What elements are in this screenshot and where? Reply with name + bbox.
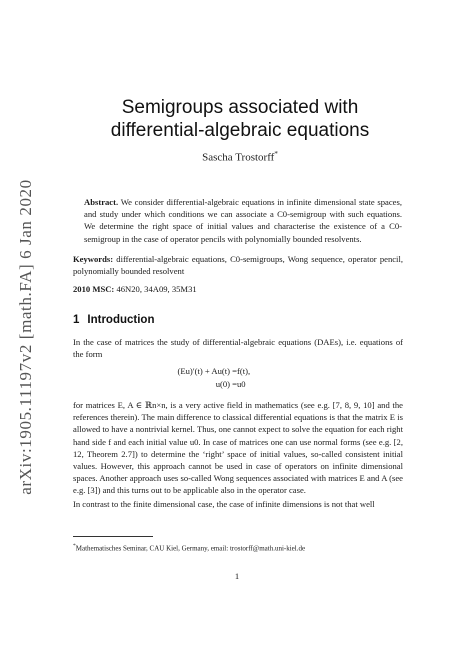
section-title: Introduction [87,314,155,326]
page-number: 1 [234,571,240,581]
footnote-text: Mathematisches Seminar, CAU Kiel, Germany, email: trostorff@math.uni-kiel.de [75,544,306,553]
footnote [73,542,403,553]
title-line-1: Semigroups associated with [121,97,359,118]
title-line-2: differential-algebraic equations [110,120,370,141]
author-line [70,150,410,164]
equation-1-rhs: f(t), [237,366,251,376]
equation-2-lhs: u(0) = [215,378,237,389]
abstract [84,196,402,245]
dae-equation-system [0,365,474,390]
arxiv-identifier [12,172,40,502]
paper-title [70,96,410,142]
author-name: Sascha Trostorff [202,151,275,164]
intro-paragraph: In the case of matrices the study of differential-algebraic equations (DAEs), i.e. equations of the form [73,337,403,360]
keywords [73,253,403,277]
arxiv-identifier-text: arXiv:1905.11197v2 [math.FA] 6 Jan 2020 [16,179,36,495]
footnote-mark: * [73,543,76,549]
body-paragraph-1: for matrices E, A ∈ ℝn×n, is a very active field in mathematics (see e.g. [7, 8, 9, 10] and the references therein). The main difference to classical differential equations is that the matrix E is allowed to have a nontrivial kernel. Thus, one cannot expect to solve the equation for each right hand side f and each initial value u0. In case of matrices one can use normal forms (see e.g. [2, 12, Theorem 2.7]) to determine the ‘right’ space of initial values, so-called consistent initial values. However, this approach cannot be used in case of operators on infinite dimensional spaces. Another approach uses so-called Wong sequences associated with matrices E and A (see e.g. [3]) and this turns out to be applicable also in the operator case. [73,400,403,496]
keywords-text: differential-algebraic equations, C0-semigroups, Wong sequence, operator pencil, polynomially bounded resolvent [73,254,403,277]
msc-text: 46N20, 34A09, 35M31 [116,284,197,294]
author-footnote-mark: * [274,150,278,158]
section-heading [73,314,154,326]
keywords-label: Keywords: [73,254,114,264]
equation-1-lhs: (Eu)′(t) + Au(t) = [177,366,237,376]
section-number: 1 [73,314,80,326]
footnote-rule [73,536,153,537]
abstract-label: Abstract. [84,197,119,207]
msc-classification [73,283,403,295]
body-paragraph-2: In contrast to the finite dimensional case, the case of infinite dimensions is not that well [73,498,375,509]
body-text [73,399,403,510]
equation-2-rhs: u0 [237,378,246,389]
equation-row-1 [0,365,474,378]
msc-label: 2010 MSC: [73,284,115,294]
abstract-text: We consider differential-algebraic equations in infinite dimensional state spaces, and study under which conditions we can associate a C0-semigroup with such equations. We determine the right space of initial values and characterise the existence of a C0-semigroup in the case of operator pencils with polynomially bounded resolvents. [84,197,402,244]
equation-row-2 [0,378,474,391]
